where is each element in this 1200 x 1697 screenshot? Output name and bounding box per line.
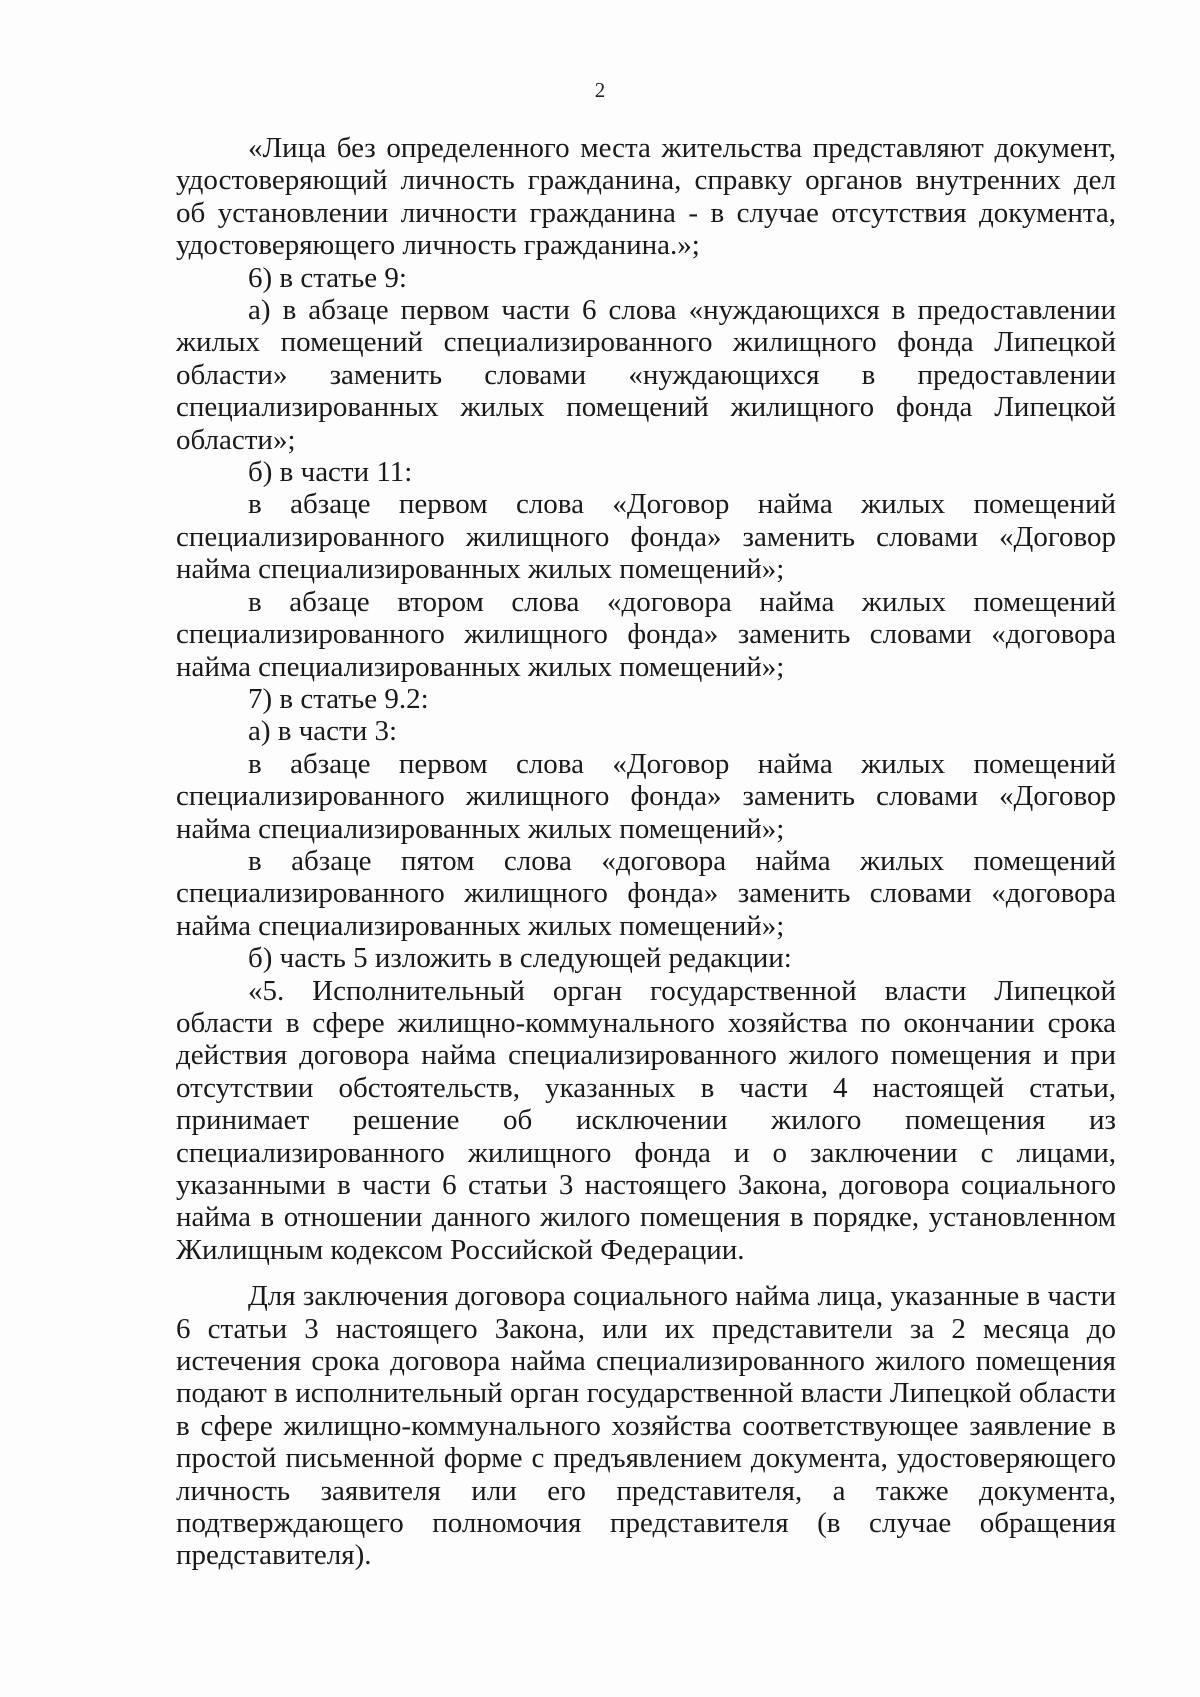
paragraph-item-7-heading: 7) в статье 9.2: (248, 682, 429, 715)
document-body (176, 132, 1116, 1572)
paragraph-item-6b-heading: б) в части 11: (248, 456, 413, 489)
paragraph-homeless-documents: «Лица без определенного места жительства представляют документ, удостоверяющий личность гражданина, справку органов внутренних дел об установлении личности гражданина - в случае отсутствия документа, удостоверяющего личность гражданина.»; (176, 132, 1116, 262)
paragraph-item-7a-first: в абзаце первом слова «Договор найма жилых помещений специализированного жилищного фонда» заменить словами «Договор найма специализированных жилых помещений»; (176, 747, 1116, 845)
paragraph-item-7b-heading: б) часть 5 изложить в следующей редакции: (248, 942, 792, 975)
page-number: 2 (594, 78, 606, 102)
paragraph-part-5-text: «5. Исполнительный орган государственной власти Липецкой области в сфере жилищно-коммунального хозяйства по окончании срока действия договора найма специализированного жилого помещения и при отсутствии обстоятельств, указанных в части 4 настоящей статьи, принимает решение об исключении жилого помещения из специализированного жилищного фонда и о заключении с лицами, указанными в части 6 статьи 3 настоящего Закона, договора социального найма в отношении данного жилого помещения в порядке, установленном Жилищным кодексом Российской Федерации. (176, 974, 1116, 1266)
paragraph-item-6-heading: 6) в статье 9: (248, 261, 407, 294)
paragraph-item-6b-first: в абзаце первом слова «Договор найма жилых помещений специализированного жилищного фонда» заменить словами «Договор найма специализированных жилых помещений»; (176, 488, 1116, 586)
paragraph-item-7a-heading: а) в части 3: (248, 715, 398, 748)
paragraph-social-contract: Для заключения договора социального найма лица, указанные в части 6 статьи 3 настоящего Закона, или их представители за 2 месяца до истечения срока договора найма специализированного жилого помещения подают в исполнительный орган государственной власти Липецкой области в сфере жилищно-коммунального хозяйства соответствующее заявление в простой письменной форме с предъявлением документа, удостоверяющего личность заявителя или его представителя, а также документа, подтверждающего полномочия представителя (в случае обращения представителя). (176, 1280, 1116, 1572)
paragraph-item-7a-fifth: в абзаце пятом слова «договора найма жилых помещений специализированного жилищного фонда» заменить словами «договора найма специализированных жилых помещений»; (176, 844, 1116, 942)
paragraph-item-6b-second: в абзаце втором слова «договора найма жилых помещений специализированного жилищного фонда» заменить словами «договора найма специализированных жилых помещений»; (176, 585, 1116, 683)
paragraph-item-6a: а) в абзаце первом части 6 слова «нуждающихся в предоставлении жилых помещений специализированного жилищного фонда Липецкой области» заменить словами «нуждающихся в предоставлении специализированных жилых помещений жилищного фонда Липецкой области»; (176, 294, 1116, 456)
